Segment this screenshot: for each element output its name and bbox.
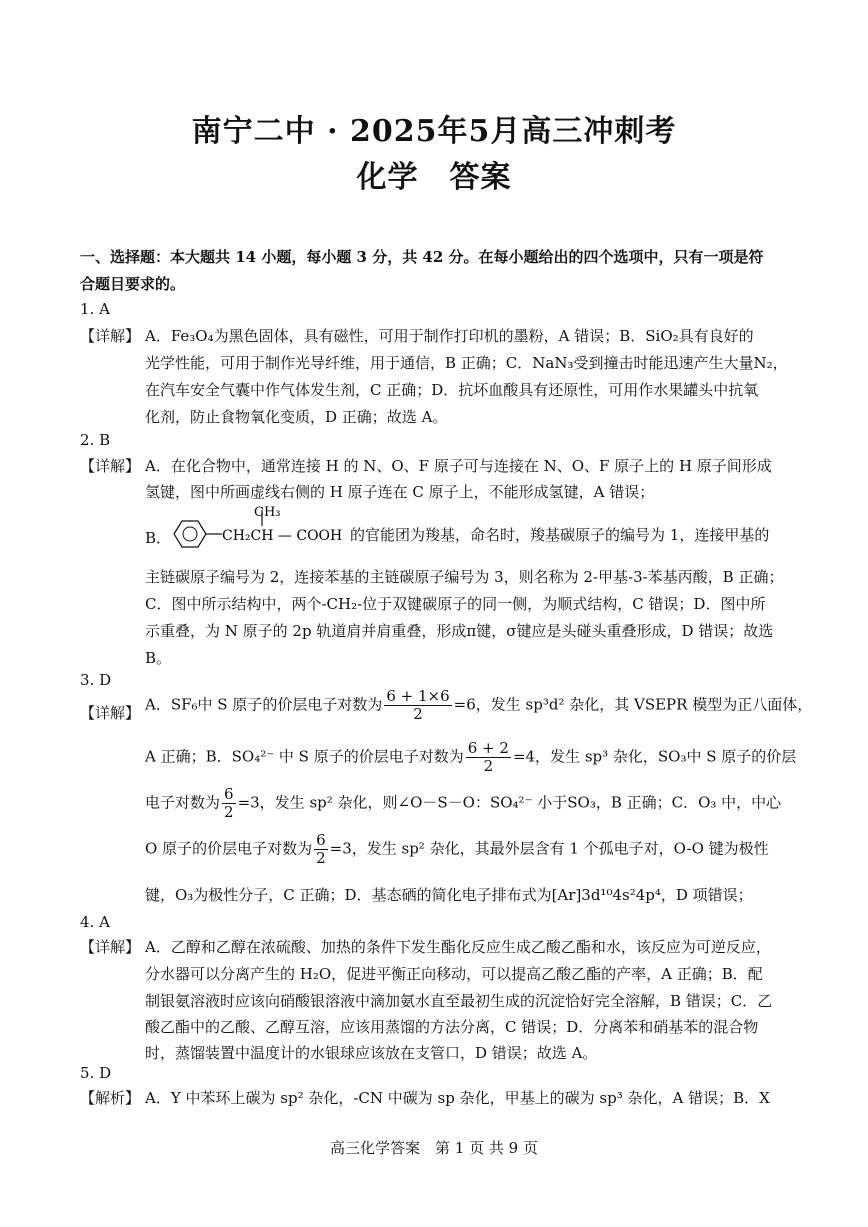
q3-line5: 键，O₃为极性分子，C 正确；D．基态硒的简化电子排布式为[Ar]3d¹⁰4s²4p⁴，D 项错误； xyxy=(145,886,753,904)
section-heading xyxy=(80,244,792,298)
q2-b-label: B． xyxy=(145,529,172,547)
q3-line2-b: =4，发生 sp³ 杂化，SO₃中 S 原子的价层 xyxy=(512,747,797,766)
q2-line5: C．图中所示结构中，两个-CH₂-位于双键碳原子的同一侧，为顺式结构，C 错误；D．图中所 xyxy=(145,595,766,613)
benzene-structure-icon xyxy=(170,502,348,554)
q2-line2: 氢键，图中所画虚线右侧的 H 原子连在 C 原子上，不能形成氢键，A 错误； xyxy=(145,483,655,501)
frac1-denominator: 2 xyxy=(413,705,423,723)
section-heading-line2: 合题目要求的。 xyxy=(80,275,186,293)
q2-line4: 主链碳原子编号为 2，连接苯基的主链碳原子编号为 3，则名称为 2-甲基-3-苯基丙酸，B 正确； xyxy=(145,568,784,586)
struct-chain-label: CH₂CH — COOH xyxy=(222,528,343,544)
q3-fraction-3 xyxy=(222,786,236,821)
page-title: 南宁二中 · 2025年5月高三冲刺考 xyxy=(191,114,677,149)
frac4-numerator: 6 xyxy=(316,831,326,849)
q1-tag: 【详解】 xyxy=(80,327,141,345)
q4-line3: 制银氨溶液时应该向硝酸银溶液中滴加氨水直至最初生成的沉淀恰好完全溶解，B 错误；C．乙 xyxy=(145,992,773,1010)
q4-line4: 酸乙酯中的乙酸、乙醇互溶，应该用蒸馏的方法分离，C 错误；D．分离苯和硝基苯的混合物 xyxy=(145,1018,759,1036)
q3-line4-b: =3，发生 sp² 杂化，其最外层含有 1 个孤电子对，O-O 键为极性 xyxy=(329,839,769,858)
q4-line5: 时，蒸馏装置中温度计的水银球应该放在支管口，D 错误；故选 A。 xyxy=(145,1044,598,1062)
q3-line1 xyxy=(145,687,813,723)
q3-line1-a: A．SF₆中 S 原子的价层电子对数为 xyxy=(145,695,383,714)
q3-line2-a: A 正确；B．SO₄²⁻ 中 S 原子的价层电子对数为 xyxy=(145,747,464,766)
q4-tag: 【详解】 xyxy=(80,938,141,956)
q2-line6: 示重叠，为 N 原子的 2p 轨道肩并肩重叠，形成π键，σ键应是头碰头重叠形成，D 错误；故选 xyxy=(145,622,774,640)
frac2-denominator: 2 xyxy=(483,757,494,775)
q3-line3 xyxy=(145,786,795,821)
q2-line7: B。 xyxy=(145,649,172,667)
q1-line2: 光学性能，可用于制作光导纤维，用于通信，B 正确；C．NaN₃受到撞击时能迅速产生大量N₂， xyxy=(145,354,788,372)
page-subtitle: 化学 答案 xyxy=(356,160,512,195)
q2-answer: 2. B xyxy=(80,431,111,449)
q5-answer: 5. D xyxy=(80,1064,112,1082)
q1-line3: 在汽车安全气囊中作气体发生剂，C 正确；D．抗坏血酸具有还原性，可用作水果罐头中抗氧 xyxy=(145,381,759,399)
q3-tag: 【详解】 xyxy=(80,704,141,722)
q3-fraction-4 xyxy=(314,832,328,867)
q3-line3-b: =3，发生 sp² 杂化，则∠O－S－O：SO₄²⁻ 小于SO₃，B 正确；C．O₃ 中，中心 xyxy=(237,793,782,812)
q2-tag: 【详解】 xyxy=(80,457,141,475)
q3-line1-b: =6，发生 sp³d² 杂化，其 VSEPR 模型为正八面体， xyxy=(453,695,813,714)
frac3-denominator: 2 xyxy=(224,803,234,821)
q1-answer: 1. A xyxy=(80,300,110,318)
page-footer: 高三化学答案 第 1 页 共 9 页 xyxy=(330,1139,538,1157)
q3-fraction-2 xyxy=(466,740,511,775)
q3-answer: 3. D xyxy=(80,671,112,689)
q4-answer: 4. A xyxy=(80,913,110,931)
section-heading-line1: 一、选择题：本大题共 14 小题，每小题 3 分，共 42 分。在每小题给出的四个选项中，只有一项是符 xyxy=(80,248,764,266)
q4-line2: 分水器可以分离产生的 H₂O，促进平衡正向移动，可以提高乙酸乙酯的产率，A 正确；B．配 xyxy=(145,965,763,983)
q2-line3-tail: 的官能团为羧基，命名时，羧基碳原子的编号为 1，连接甲基的 xyxy=(350,526,770,544)
q2-line1: A．在化合物中，通常连接 H 的 N、O、F 原子可与连接在 N、O、F 原子上的 H 原子间形成 xyxy=(145,457,772,475)
q3-fraction-1 xyxy=(384,688,451,723)
frac4-denominator: 2 xyxy=(316,849,326,867)
struct-ch3-label: CH₃ xyxy=(254,505,281,520)
frac1-numerator: 6 + 1×6 xyxy=(386,687,450,705)
q5-line1: A．Y 中苯环上碳为 sp² 杂化，-CN 中碳为 sp 杂化，甲基上的碳为 sp³ 杂化，A 错误；B．X xyxy=(145,1089,770,1107)
q5-tag: 【解析】 xyxy=(80,1089,141,1107)
q3-line4-a: O 原子的价层电子对数为 xyxy=(145,839,313,858)
q4-line1: A．乙醇和乙醇在浓硫酸、加热的条件下发生酯化反应生成乙酸乙酯和水，该反应为可逆反应， xyxy=(145,938,771,956)
q1-line4: 化剂，防止食物氧化变质，D 正确；故选 A。 xyxy=(145,408,448,426)
q3-line2 xyxy=(145,740,795,775)
q3-line4 xyxy=(145,832,795,867)
q1-line1: A．Fe₃O₄为黑色固体，具有磁性，可用于制作打印机的墨粉，A 错误；B．SiO₂具有良好的 xyxy=(145,327,754,345)
q3-line3-a: 电子对数为 xyxy=(145,793,221,812)
frac3-numerator: 6 xyxy=(224,785,234,803)
frac2-numerator: 6 + 2 xyxy=(467,739,509,757)
